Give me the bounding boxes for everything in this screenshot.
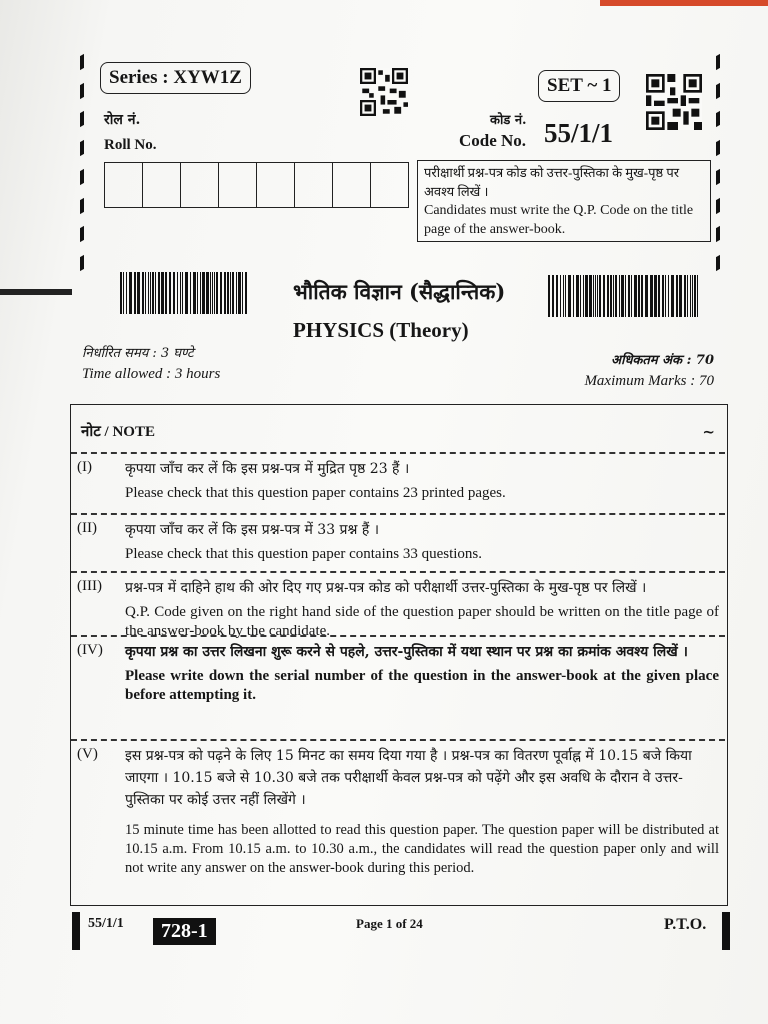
maximum-marks-hindi: अधिकतम अंक : 70: [611, 353, 714, 368]
note-item-english: Please write down the serial number of the question in the answer-book at the given place before attempting it.: [125, 668, 719, 703]
time-allowed: Time allowed : 3 hours: [82, 366, 221, 382]
note-item-number: (III): [77, 578, 102, 594]
set-label: SET ~ 1: [538, 70, 620, 102]
code-label: Code No.: [459, 131, 527, 150]
subject-title-hindi: भौतिक विज्ञान (सैद्धान्तिक): [293, 279, 506, 304]
code-instruction-english: Candidates must write the Q.P. Code on the title page of the answer-book.: [424, 203, 694, 237]
note-item-number: (V): [77, 746, 98, 762]
note-item: [71, 452, 725, 513]
note-item-hindi: इस प्रश्न-पत्र को पढ़ने के लिए 15 मिनट का समय दिया गया है । प्रश्न-पत्र का वितरण पूर्वाह्न में 10.15 बजे किया जाएगा । 10.15 बजे से 10.30 बजे तक परीक्षार्थी केवल प्रश्न-पत्र को पढ़ेंगे और इस अवधि के दौरान वे उत्तर-पुस्तिका पर कोई उत्तर नहीं लिखेंगे ।: [125, 748, 692, 808]
qr-code-icon: [360, 68, 408, 116]
note-item-hindi: कृपया जाँच कर लें कि इस प्रश्न-पत्र में 33 प्रश्न हैं ।: [125, 522, 380, 538]
subject-title: PHYSICS (Theory): [293, 318, 469, 342]
pto-label: P.T.O.: [664, 916, 707, 933]
note-item-number: (II): [77, 520, 97, 536]
roll-number-label: Roll No.: [104, 137, 157, 153]
page-number: Page 1 of 24: [356, 916, 423, 931]
note-item-number: (I): [77, 459, 92, 475]
footer-badge: 728-1: [153, 918, 216, 945]
note-item: [71, 513, 725, 571]
right-cut-marks: [716, 55, 726, 270]
roll-number-boxes: [104, 162, 409, 208]
note-item: [71, 739, 725, 907]
barcode-left-icon: [120, 272, 248, 314]
note-item-english: Please check that this question paper contains 33 questions.: [125, 546, 483, 562]
note-item-english: 15 minute time has been allotted to read this question paper. The question paper will be distributed at 10.15 a.m. From 10.15 a.m. to 10.30 a.m., the candidates will read the question paper only and will not write any answer on the answer-book during this period.: [125, 822, 719, 876]
left-cut-marks: [80, 55, 90, 270]
barcode-right-icon: [548, 275, 698, 317]
note-heading: नोट / NOTE: [81, 424, 155, 440]
note-box: [70, 404, 728, 906]
note-item-english: Q.P. Code given on the right hand side of the question paper should be written on the title page of the answer-book by the candidate.: [125, 604, 719, 639]
roll-number-label-hindi: रोल नं.: [104, 112, 141, 128]
note-item-english: Please check that this question paper contains 23 printed pages.: [125, 485, 506, 501]
qr-code-large-icon: [646, 74, 702, 130]
note-item-number: (IV): [77, 642, 103, 658]
maximum-marks: Maximum Marks : 70: [584, 373, 714, 389]
note-item-hindi: प्रश्न-पत्र में दाहिने हाथ की ओर दिए गए प्रश्न-पत्र कोड को परीक्षार्थी उत्तर-पुस्तिका के मुख-पृष्ठ पर लिखें ।: [125, 580, 647, 596]
top-red-strip: [600, 0, 768, 6]
footer-code: 55/1/1: [88, 916, 124, 931]
note-tilde: ~: [702, 423, 715, 441]
note-item: [71, 635, 725, 739]
note-item-hindi: कृपया जाँच कर लें कि इस प्रश्न-पत्र में मुद्रित पृष्ठ 23 हैं ।: [125, 461, 410, 477]
left-margin-mark: [0, 289, 72, 295]
footer-left-bar: [72, 912, 80, 950]
code-instruction-hindi: परीक्षार्थी प्रश्न-पत्र कोड को उत्तर-पुस्तिका के मुख-पृष्ठ पर अवश्य लिखें ।: [424, 165, 680, 199]
code-label-hindi: कोड नं.: [490, 113, 527, 128]
footer-right-bar: [722, 912, 730, 950]
note-item-hindi: कृपया प्रश्न का उत्तर लिखना शुरू करने से पहले, उत्तर-पुस्तिका में यथा स्थान पर प्रश्न का क्रमांक अवश्य लिखें ।: [125, 644, 688, 660]
code-instruction-box: [417, 160, 711, 242]
series-label: Series : XYW1Z: [100, 62, 251, 94]
time-allowed-hindi: निर्धारित समय : 3 घण्टे: [82, 346, 194, 361]
note-item: [71, 571, 725, 639]
code-number: 55/1/1: [544, 118, 614, 148]
